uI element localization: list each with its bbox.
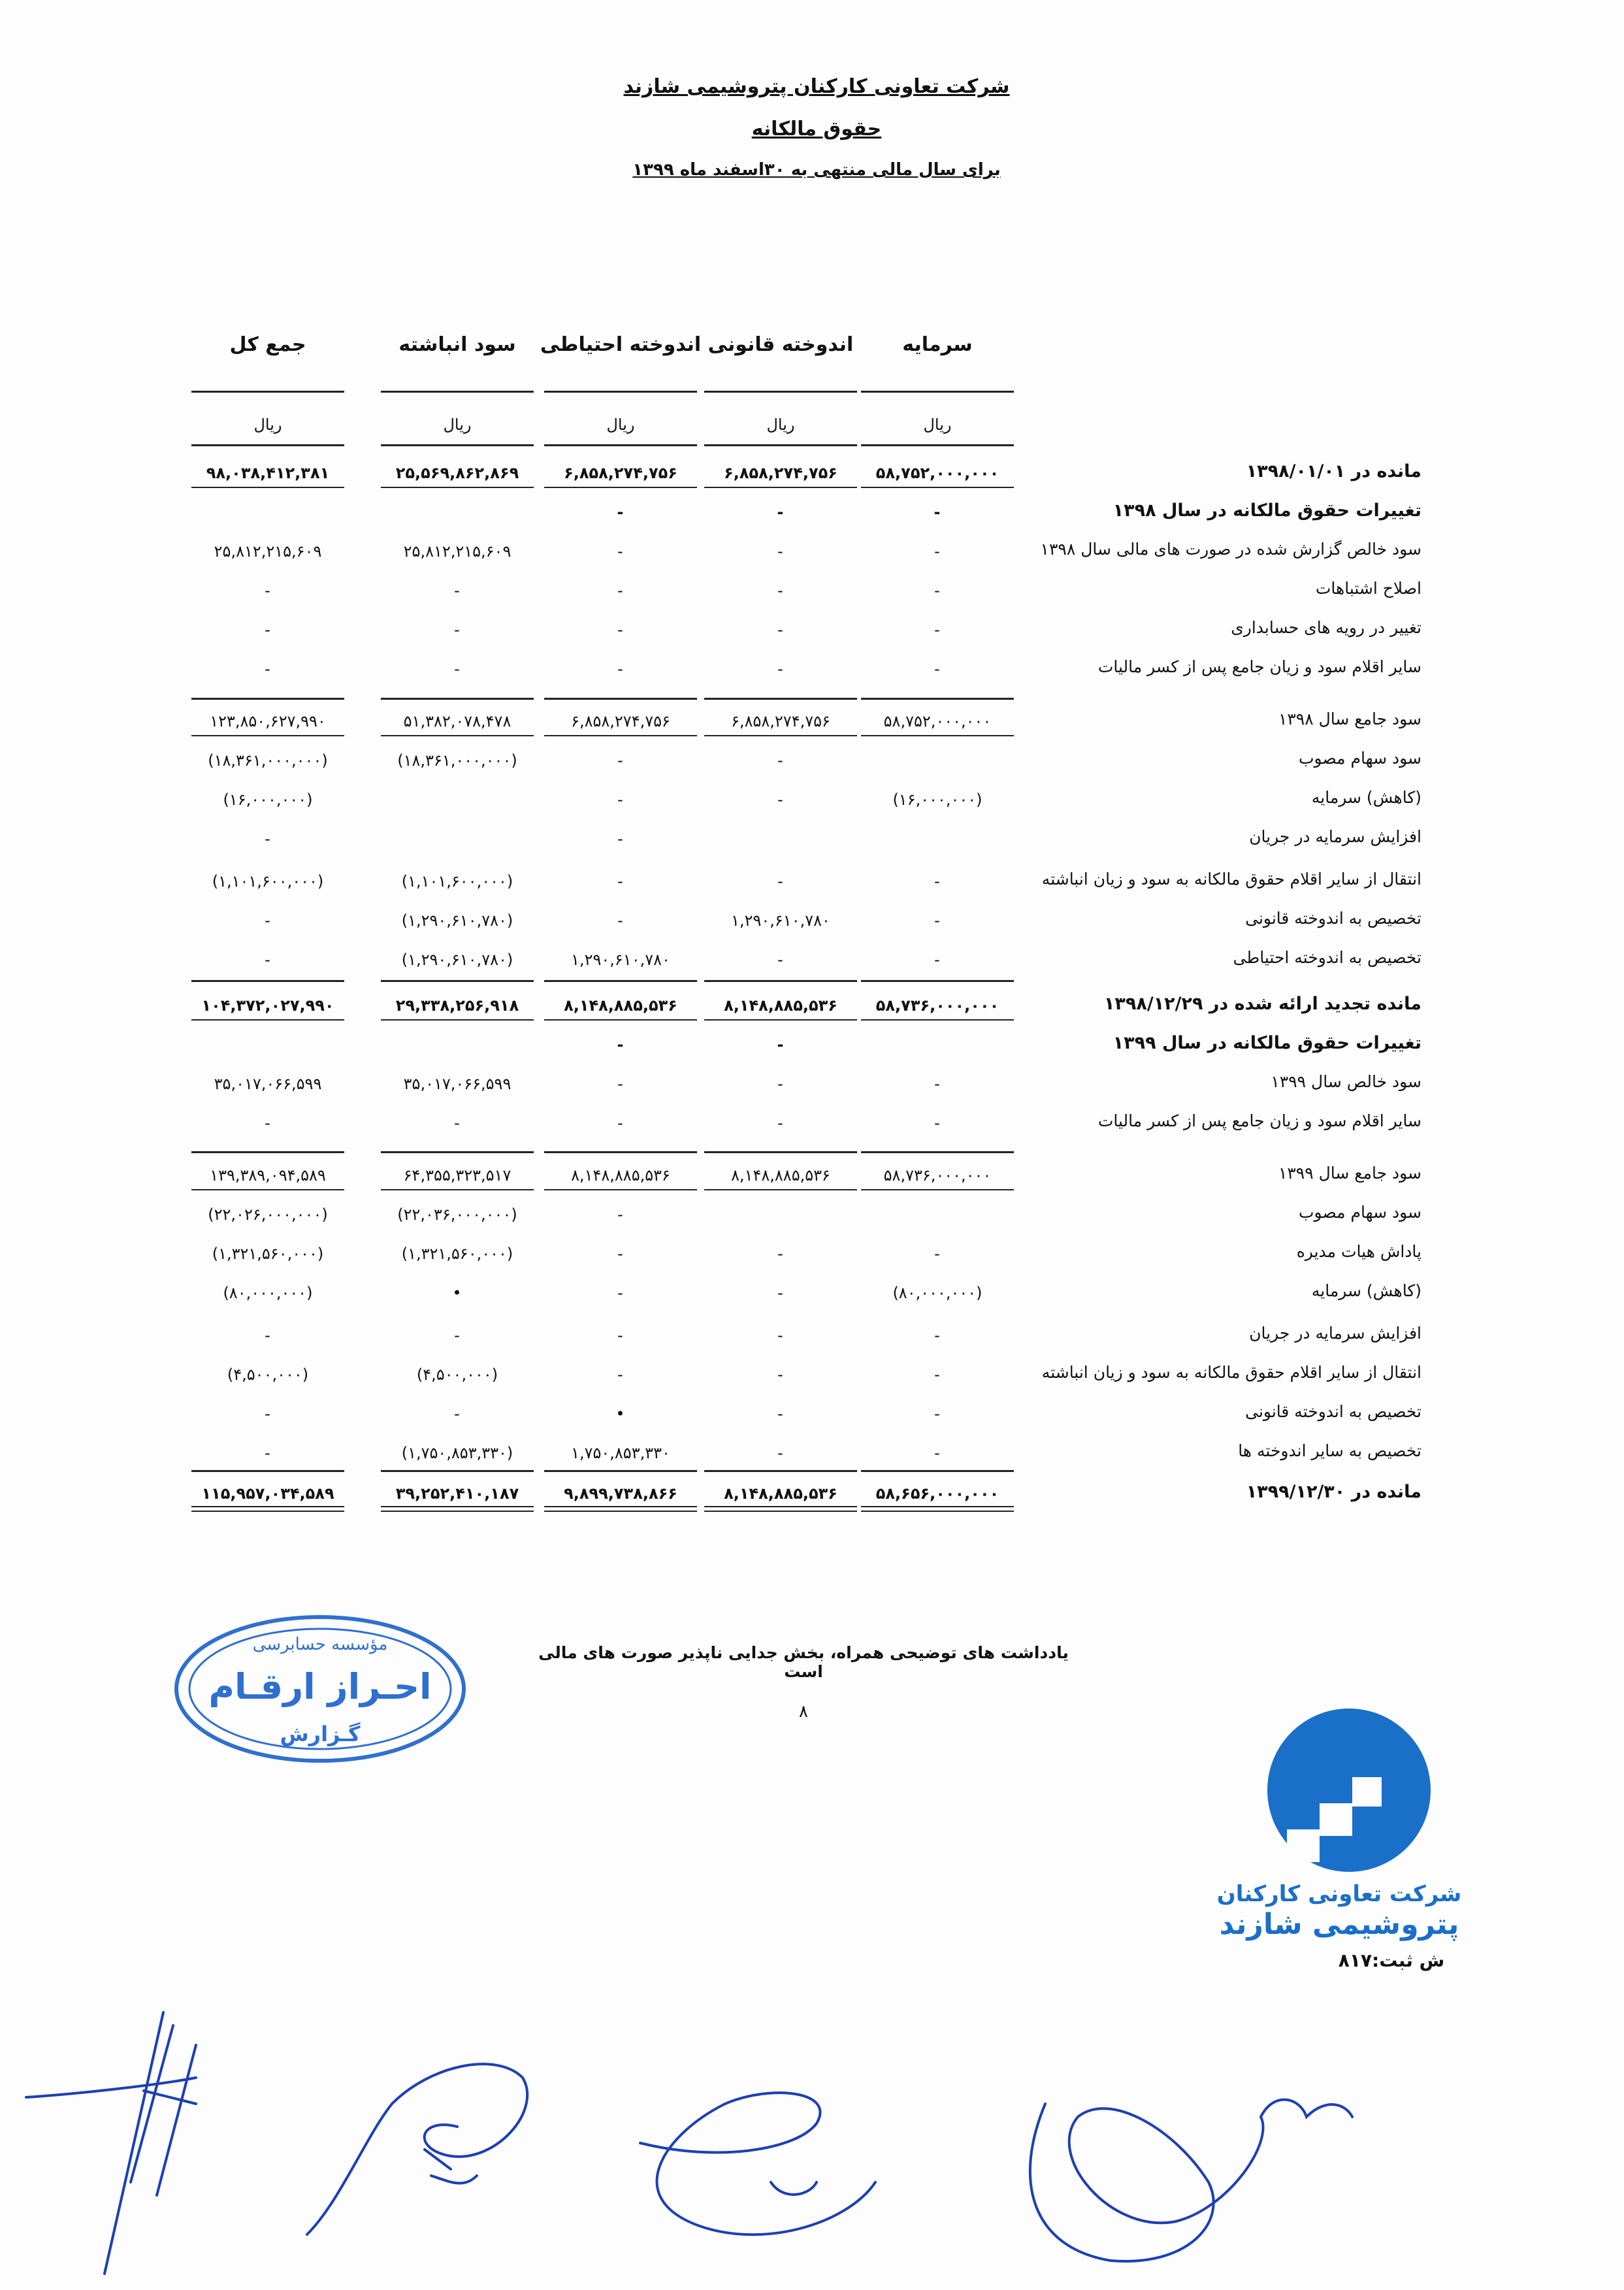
subtotal-rule <box>544 1151 697 1153</box>
table-cell: (۲۲,۰۳۶,۰۰۰,۰۰۰) <box>397 1205 517 1224</box>
table-cell: ۶,۸۵۸,۲۷۴,۷۵۶ <box>731 712 830 730</box>
row-label: سود سهام مصوب <box>1299 749 1421 768</box>
table-cell: ۱۱۵,۹۵۷,۰۳۴,۵۸۹ <box>201 1484 334 1503</box>
table-cell: ۹۸,۰۳۸,۴۱۲,۳۸۱ <box>206 464 330 482</box>
unit-label: ریال <box>766 416 795 434</box>
total-underline <box>381 735 534 736</box>
table-cell: (۱۸,۳۶۱,۰۰۰,۰۰۰) <box>397 751 517 770</box>
subtotal-rule <box>381 444 534 446</box>
table-cell: - <box>934 542 941 561</box>
total-double-underline <box>544 1511 697 1512</box>
column-header-rule <box>381 391 534 393</box>
unit-label: ریال <box>443 416 472 434</box>
row-label: تخصیص به سایر اندوخته ها <box>1238 1441 1421 1460</box>
table-cell: ۶,۸۵۸,۲۷۴,۷۵۶ <box>571 712 670 730</box>
unit-label: ریال <box>923 416 952 434</box>
table-cell: - <box>265 830 271 848</box>
table-cell: - <box>934 872 941 891</box>
table-cell: - <box>265 581 271 600</box>
logo-line2: پتروشیمی شازند <box>1219 1908 1459 1941</box>
subtotal-rule <box>861 1151 1014 1153</box>
table-cell: ۵۸,۷۳۶,۰۰۰,۰۰۰ <box>875 996 999 1015</box>
total-double-underline <box>381 1511 534 1512</box>
column-header-rule <box>544 391 697 393</box>
table-cell: (۱۶,۰۰۰,۰۰۰) <box>223 791 313 809</box>
table-cell: - <box>777 951 784 969</box>
table-cell: ۵۸,۷۵۲,۰۰۰,۰۰۰ <box>875 464 999 482</box>
table-cell: - <box>934 1245 941 1263</box>
table-cell: - <box>777 1075 784 1093</box>
table-cell: - <box>454 1114 461 1132</box>
total-underline <box>704 1189 857 1190</box>
table-cell: - <box>934 660 941 678</box>
table-cell: - <box>617 503 625 521</box>
total-underline <box>544 1019 697 1021</box>
row-label: تغییرات حقوق مالکانه در سال ۱۳۹۸ <box>1112 500 1421 521</box>
table-cell: - <box>617 1245 624 1263</box>
table-cell: - <box>454 1326 461 1345</box>
table-cell: ۸,۱۴۸,۸۸۵,۵۳۶ <box>564 996 677 1015</box>
footnote: یادداشت های توضیحی همراه، بخش جدایی ناپذیر صورت های مالی است <box>538 1643 1069 1681</box>
total-underline <box>704 1506 857 1507</box>
subtotal-rule <box>544 698 697 700</box>
subtotal-rule <box>704 1151 857 1153</box>
table-cell: ۸,۱۴۸,۸۸۵,۵۳۶ <box>571 1166 670 1185</box>
subtotal-rule <box>381 1151 534 1153</box>
subtotal-rule <box>704 444 857 446</box>
subtotal-rule <box>704 980 857 982</box>
table-cell: - <box>617 872 624 891</box>
total-double-underline <box>704 1511 857 1512</box>
table-cell: - <box>777 872 784 891</box>
page-number: ۸ <box>799 1702 808 1722</box>
company-logo <box>1215 1705 1463 1980</box>
column-header-rule <box>704 391 857 393</box>
total-underline <box>544 1189 697 1190</box>
total-underline <box>861 735 1014 736</box>
table-cell: ۸,۱۴۸,۸۸۵,۵۳۶ <box>724 1484 837 1503</box>
table-cell: - <box>617 581 624 600</box>
subtotal-rule <box>191 1470 344 1472</box>
table-cell: - <box>777 503 785 521</box>
total-underline <box>861 487 1014 488</box>
table-cell: ۳۵,۰۱۷,۰۶۶,۵۹۹ <box>403 1075 512 1093</box>
table-cell: - <box>617 1114 624 1132</box>
table-cell: - <box>265 951 271 969</box>
row-label: تغییر در رویه های حسابداری <box>1231 618 1421 637</box>
subtotal-rule <box>191 980 344 982</box>
row-label: تخصیص به اندوخته احتیاطی <box>1233 948 1421 967</box>
table-cell: (۱,۲۹۰,۶۱۰,۷۸۰) <box>401 911 513 930</box>
stamp-line1: مؤسسه حسابرسی <box>252 1635 388 1654</box>
total-underline <box>544 1506 697 1507</box>
total-underline <box>191 1506 344 1507</box>
table-cell: ۲۵,۵۶۹,۸۶۲,۸۶۹ <box>395 464 519 482</box>
table-cell: ۵۸,۷۳۶,۰۰۰,۰۰۰ <box>883 1166 992 1185</box>
total-underline <box>381 1189 534 1190</box>
table-cell: - <box>934 1114 941 1132</box>
table-cell: ۶,۸۵۸,۲۷۴,۷۵۶ <box>564 464 677 482</box>
total-double-underline <box>861 1511 1014 1512</box>
row-label: سود جامع سال ۱۳۹۸ <box>1278 710 1421 728</box>
row-label: سود سهام مصوب <box>1299 1203 1421 1222</box>
row-label: سود خالص سال ۱۳۹۹ <box>1271 1072 1421 1091</box>
table-cell: - <box>777 542 784 561</box>
table-cell: - <box>934 1366 941 1384</box>
table-cell: ۱,۲۹۰,۶۱۰,۷۸۰ <box>731 911 830 930</box>
table-cell: • <box>452 1284 463 1302</box>
table-cell: (۱,۲۹۰,۶۱۰,۷۸۰) <box>401 951 513 969</box>
table-cell: ۱۳۹,۳۸۹,۰۹۴,۵۸۹ <box>210 1166 326 1185</box>
total-underline <box>381 1506 534 1507</box>
header <box>588 75 1045 199</box>
table-cell: - <box>777 1284 784 1302</box>
table-cell: - <box>617 621 624 639</box>
subtotal-rule <box>381 1470 534 1472</box>
total-underline <box>191 735 344 736</box>
subtotal-rule <box>191 444 344 446</box>
column-header: جمع کل <box>229 333 306 356</box>
total-underline <box>381 487 534 488</box>
table-cell: - <box>617 751 624 770</box>
row-label: مانده در ۱۳۹۸/۰۱/۰۱ <box>1246 461 1421 482</box>
table-cell: - <box>777 581 784 600</box>
table-cell: - <box>934 951 941 969</box>
table-cell: - <box>265 660 271 678</box>
column-header-rule <box>191 391 344 393</box>
row-label: پاداش هیات مدیره <box>1296 1242 1421 1261</box>
table-cell: - <box>934 503 941 521</box>
stamp-line2: احـراز ارقـام <box>208 1666 432 1707</box>
table-cell: - <box>934 1444 941 1462</box>
statement-title: حقوق مالکانه <box>751 118 882 140</box>
subtotal-rule <box>544 444 697 446</box>
total-underline <box>191 1019 344 1021</box>
table-cell: - <box>934 1326 941 1345</box>
table-cell: - <box>617 830 624 848</box>
row-label: تغییرات حقوق مالکانه در سال ۱۳۹۹ <box>1112 1033 1421 1053</box>
period-title: برای سال مالی منتهی به ۳۰اسفند ماه ۱۳۹۹ <box>632 160 1001 180</box>
column-header: اندوخته احتیاطی <box>540 333 702 356</box>
subtotal-rule <box>704 698 857 700</box>
table-cell: (۲۲,۰۲۶,۰۰۰,۰۰۰) <box>208 1205 328 1224</box>
total-underline <box>544 735 697 736</box>
table-cell: ۵۸,۷۵۲,۰۰۰,۰۰۰ <box>883 712 992 730</box>
row-label: تخصیص به اندوخته قانونی <box>1245 909 1421 928</box>
logo-line3: ش ثبت:۸۱۷ <box>1338 1950 1445 1971</box>
table-cell: - <box>617 911 624 930</box>
subtotal-rule <box>191 1151 344 1153</box>
table-cell: - <box>454 660 461 678</box>
table-cell: ۲۹,۳۳۸,۲۵۶,۹۱۸ <box>395 996 519 1015</box>
row-label: سایر اقلام سود و زیان جامع پس از کسر مالیات <box>1097 1111 1421 1130</box>
total-underline <box>704 1019 857 1021</box>
total-underline <box>861 1019 1014 1021</box>
table-cell: (۸۰,۰۰۰,۰۰۰) <box>223 1284 313 1302</box>
subtotal-rule <box>191 698 344 700</box>
table-cell: ۱۲۳,۸۵۰,۶۲۷,۹۹۰ <box>210 712 326 730</box>
table-cell: ۱,۲۹۰,۶۱۰,۷۸۰ <box>571 951 670 969</box>
table-cell: - <box>777 1036 785 1054</box>
row-label: سود خالص گزارش شده در صورت های مالی سال ۱۳۹۸ <box>1040 540 1421 559</box>
table-cell: - <box>777 1326 784 1345</box>
table-cell: - <box>777 1114 784 1132</box>
subtotal-rule <box>704 1470 857 1472</box>
table-cell: - <box>617 1284 624 1302</box>
column-header: اندوخته قانونی <box>707 333 854 356</box>
subtotal-rule <box>381 698 534 700</box>
table-cell: - <box>934 1405 941 1423</box>
table-cell: ۳۹,۲۵۲,۴۱۰,۱۸۷ <box>395 1484 519 1503</box>
subtotal-rule <box>861 444 1014 446</box>
table-cell: • <box>615 1405 626 1423</box>
table-cell: ۹,۸۹۹,۷۳۸,۸۶۶ <box>564 1484 677 1503</box>
table-cell: - <box>617 1205 624 1224</box>
table-cell: - <box>265 911 271 930</box>
subtotal-rule <box>861 980 1014 982</box>
table-cell: - <box>617 542 624 561</box>
table-cell: - <box>265 621 271 639</box>
table-cell: ۲۵,۸۱۲,۲۱۵,۶۰۹ <box>403 542 512 561</box>
table-cell: - <box>617 1075 624 1093</box>
table-cell: - <box>777 1245 784 1263</box>
table-cell: (۴,۵۰۰,۰۰۰) <box>227 1366 309 1384</box>
total-underline <box>704 735 857 736</box>
row-label: مانده تجدید ارائه شده در ۱۳۹۸/۱۲/۲۹ <box>1103 994 1421 1014</box>
table-cell: - <box>454 621 461 639</box>
unit-label: ریال <box>606 416 635 434</box>
table-cell: (۱,۳۲۱,۵۶۰,۰۰۰) <box>212 1245 324 1263</box>
table-cell: (۱,۷۵۰,۸۵۳,۳۳۰) <box>401 1444 513 1462</box>
table-cell: (۱,۱۰۱,۶۰۰,۰۰۰) <box>212 872 324 891</box>
table-cell: - <box>777 1405 784 1423</box>
table-cell: ۵۱,۳۸۲,۰۷۸,۴۷۸ <box>403 712 512 730</box>
table-cell: - <box>454 581 461 600</box>
table-cell: - <box>934 581 941 600</box>
table-cell: - <box>777 791 784 809</box>
subtotal-rule <box>544 980 697 982</box>
table-cell: - <box>265 1444 271 1462</box>
table-cell: - <box>934 1075 941 1093</box>
row-label: انتقال از سایر اقلام حقوق مالکانه به سود و زیان انباشته <box>1041 870 1421 889</box>
table-cell: - <box>617 1036 625 1054</box>
total-underline <box>191 487 344 488</box>
total-underline <box>861 1506 1014 1507</box>
row-label: افزایش سرمایه در جریان <box>1249 827 1421 846</box>
table-cell: - <box>617 1326 624 1345</box>
subtotal-rule <box>544 1470 697 1472</box>
table-cell: (۴,۵۰۰,۰۰۰) <box>416 1366 498 1384</box>
table-cell: - <box>934 621 941 639</box>
unit-label: ریال <box>253 416 282 434</box>
total-underline <box>544 487 697 488</box>
column-header-rule <box>861 391 1014 393</box>
subtotal-rule <box>861 1470 1014 1472</box>
company-name: شرکت تعاونی کارکنان پتروشیمی شازند <box>623 75 1010 98</box>
row-label: (کاهش) سرمایه <box>1311 788 1421 807</box>
table-cell: - <box>454 1405 461 1423</box>
table-cell: (۱۸,۳۶۱,۰۰۰,۰۰۰) <box>208 751 328 770</box>
total-underline <box>381 1019 534 1021</box>
total-underline <box>191 1189 344 1190</box>
table-cell: (۸۰,۰۰۰,۰۰۰) <box>892 1284 983 1302</box>
table-cell: ۶۴,۳۵۵,۳۲۳,۵۱۷ <box>403 1166 512 1185</box>
table-cell: - <box>777 751 784 770</box>
column-header: سرمایه <box>902 333 973 356</box>
table-cell: - <box>777 1444 784 1462</box>
total-underline <box>861 1189 1014 1190</box>
table-cell: - <box>777 660 784 678</box>
logo-line1: شرکت تعاونی کارکنان <box>1216 1881 1462 1907</box>
row-label: (کاهش) سرمایه <box>1311 1281 1421 1300</box>
row-label: سایر اقلام سود و زیان جامع پس از کسر مالیات <box>1097 657 1421 676</box>
row-label: تخصیص به اندوخته قانونی <box>1245 1402 1421 1421</box>
subtotal-rule <box>381 980 534 982</box>
auditor-stamp <box>167 1607 474 1771</box>
table-cell: - <box>265 1114 271 1132</box>
stamp-line3: گـزارش <box>280 1722 361 1746</box>
table-cell: - <box>265 1405 271 1423</box>
total-underline <box>704 487 857 488</box>
table-cell: (۱,۱۰۱,۶۰۰,۰۰۰) <box>401 872 513 891</box>
table-cell: ۲۵,۸۱۲,۲۱۵,۶۰۹ <box>214 542 322 561</box>
table-cell: - <box>777 1366 784 1384</box>
table-cell: ۳۵,۰۱۷,۰۶۶,۵۹۹ <box>214 1075 322 1093</box>
table-cell: ۱,۷۵۰,۸۵۳,۳۳۰ <box>571 1444 670 1462</box>
table-cell: (۱۶,۰۰۰,۰۰۰) <box>892 791 983 809</box>
table-cell: ۸,۱۴۸,۸۸۵,۵۳۶ <box>724 996 837 1015</box>
table-cell: ۸,۱۴۸,۸۸۵,۵۳۶ <box>731 1166 830 1185</box>
table-cell: - <box>617 1366 624 1384</box>
table-cell: ۵۸,۶۵۶,۰۰۰,۰۰۰ <box>875 1484 999 1503</box>
row-label: اصلاح اشتباهات <box>1315 579 1421 598</box>
table-cell: - <box>777 621 784 639</box>
table-cell: - <box>617 660 624 678</box>
signatures <box>0 1986 1624 2287</box>
table-cell: - <box>934 911 941 930</box>
table-cell: - <box>617 791 624 809</box>
table-cell: ۶,۸۵۸,۲۷۴,۷۵۶ <box>724 464 837 482</box>
subtotal-rule <box>861 698 1014 700</box>
table-cell: (۱,۳۲۱,۵۶۰,۰۰۰) <box>401 1245 513 1263</box>
table-cell: - <box>265 1326 271 1345</box>
total-double-underline <box>191 1511 344 1512</box>
column-header: سود انباشته <box>398 333 516 356</box>
row-label: انتقال از سایر اقلام حقوق مالکانه به سود و زیان انباشته <box>1041 1363 1421 1382</box>
table-cell: ۱۰۴,۳۷۲,۰۲۷,۹۹۰ <box>201 996 334 1015</box>
row-label: مانده در ۱۳۹۹/۱۲/۳۰ <box>1246 1482 1421 1502</box>
row-label: افزایش سرمایه در جریان <box>1249 1324 1421 1343</box>
row-label: سود جامع سال ۱۳۹۹ <box>1278 1164 1421 1183</box>
